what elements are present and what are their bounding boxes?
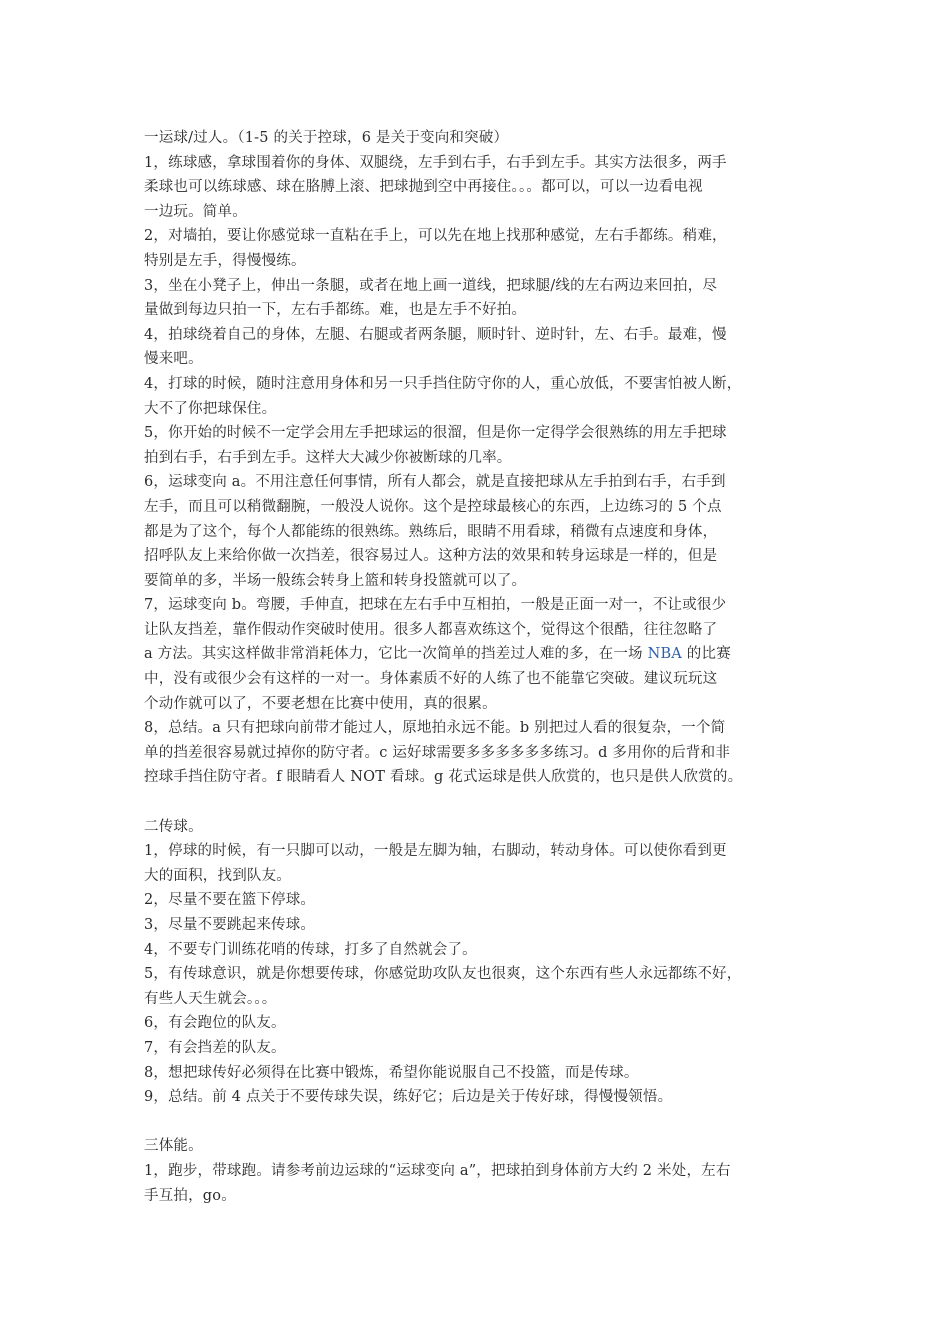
section-title: 二传球。 xyxy=(144,818,203,835)
text-line: 让队友挡差，靠作假动作突破时使用。很多人都喜欢练这个，觉得这个很酷，往往忽略了 xyxy=(144,621,718,638)
text-line: 4，打球的时候，随时注意用身体和另一只手挡住防守你的人，重心放低，不要害怕被人断， xyxy=(144,375,742,392)
text-line: 有些人天生就会。。。 xyxy=(144,990,277,1007)
paragraph xyxy=(144,962,820,1011)
text-line: 左手，而且可以稍微翻腕，一般没人说你。这个是控球最核心的东西，上边练习的 5 个点 xyxy=(144,498,722,515)
text-line: 单的挡差很容易就过掉你的防守者。c 运好球需要多多多多多多练习。d 多用你的后背和非 xyxy=(144,744,731,761)
paragraph xyxy=(144,274,820,323)
text-line: 7，有会挡差的队友。 xyxy=(144,1039,286,1056)
nba-link[interactable]: NBA xyxy=(647,646,682,663)
paragraph xyxy=(144,593,820,716)
text-line: 特别是左手，得慢慢练。 xyxy=(144,252,306,269)
text-line: 9，总结。前 4 点关于不要传球失误，练好它；后边是关于传好球，得慢慢领悟。 xyxy=(144,1089,673,1106)
paragraph xyxy=(144,372,820,421)
text-line: 拍到右手，右手到左手。这样大大减少你被断球的几率。 xyxy=(144,449,512,466)
text-line: 量做到每边只拍一下，左右手都练。难，也是左手不好拍。 xyxy=(144,302,527,319)
paragraph xyxy=(144,1159,820,1208)
paragraph xyxy=(144,224,820,273)
paragraph xyxy=(144,151,820,225)
paragraph xyxy=(144,716,820,790)
text-line: 1，停球的时候，有一只脚可以动，一般是左脚为轴，右脚动，转动身体。可以使你看到更 xyxy=(144,843,727,860)
blank-line xyxy=(144,790,820,815)
paragraph xyxy=(144,470,820,593)
document-body xyxy=(144,126,820,1208)
text-line: 2，尽量不要在篮下停球。 xyxy=(144,892,316,909)
text-line: 6，有会跑位的队友。 xyxy=(144,1015,286,1032)
text-line: 中，没有或很少会有这样的一对一。身体素质不好的人练了也不能靠它突破。建议玩玩这 xyxy=(144,671,718,688)
text-line: 手互拍，go。 xyxy=(144,1187,236,1204)
paragraph xyxy=(144,323,820,372)
section-fitness xyxy=(144,1134,820,1208)
paragraph xyxy=(144,421,820,470)
section-title: 一运球/过人。（1-5 的关于控球，6 是关于变向和突破） xyxy=(144,130,509,146)
text-line: 1，练球感，拿球围着你的身体、双腿绕，左手到右手，右手到左手。其实方法很多，两手 xyxy=(144,154,727,171)
text-line: 6，运球变向 a。不用注意任何事情，所有人都会，就是直接把球从左手拍到右手，右手到 xyxy=(144,474,726,491)
text-line: 3，尽量不要跳起来传球。 xyxy=(144,917,316,933)
text-line: 8，总结。a 只有把球向前带才能过人，原地拍永远不能。b 别把过人看的很复杂，一个简 xyxy=(144,720,726,737)
text-line: 招呼队友上来给你做一次挡差，很容易过人。这种方法的效果和转身运球是一样的，但是 xyxy=(144,548,718,565)
text-line: 2，对墙拍，要让你感觉球一直粘在手上，可以先在地上找那种感觉，左右手都练。稍难， xyxy=(144,228,727,245)
text-line: 要简单的多，半场一般练会转身上篮和转身投篮就可以了。 xyxy=(144,572,527,589)
text-line: 柔球也可以练球感、球在胳膊上滚、把球抛到空中再接住。。。都可以，可以一边看电视 xyxy=(144,179,703,196)
text-line: 控球手挡住防守者。f 眼睛看人 NOT 看球。g 花式运球是供人欣赏的，也只是供人欣赏的。 xyxy=(144,769,743,786)
text-line: 一边玩。简单。 xyxy=(144,203,247,220)
text-line: 8，想把球传好必须得在比赛中锻炼，希望你能说服自己不投篮，而是传球。 xyxy=(144,1064,639,1081)
text-line: 5，有传球意识，就是你想要传球，你感觉助攻队友也很爽，这个东西有些人永远都练不好， xyxy=(144,966,742,983)
blank-line xyxy=(144,1110,820,1135)
section-title: 三体能。 xyxy=(144,1138,203,1155)
section-dribbling xyxy=(144,126,820,790)
section-passing xyxy=(144,815,820,1110)
text-line: 7，运球变向 b。弯腰，手伸直，把球在左右手中互相拍，一般是正面一对一，不让或很少 xyxy=(144,597,727,614)
text-line: 4，拍球绕着自己的身体，左腿、右腿或者两条腿，顺时针、逆时针，左、右手。最难，慢 xyxy=(144,326,727,343)
text-line: 3，坐在小凳子上，伸出一条腿，或者在地上画一道线，把球腿/线的左右两边来回拍，尽 xyxy=(144,277,718,294)
text-line: 慢来吧。 xyxy=(144,351,203,368)
text-line: 个动作就可以了，不要老想在比赛中使用，真的很累。 xyxy=(144,695,497,712)
text-line: 大的面积，找到队友。 xyxy=(144,867,291,884)
text-line-with-nba: a 方法。其实这样做非常消耗体力，它比一次简单的挡差过人难的多，在一场 NBA 的比赛 xyxy=(144,646,731,663)
text-line: 1，跑步，带球跑。请参考前边运球的“运球变向 a”，把球拍到身体前方大约 2 米处，左右 xyxy=(144,1162,731,1179)
text-line: 都是为了这个，每个人都能练的很熟练。熟练后，眼睛不用看球，稍微有点速度和身体， xyxy=(144,523,718,540)
text-line: 5，你开始的时候不一定学会用左手把球运的很溜，但是你一定得学会很熟练的用左手把球 xyxy=(144,425,727,442)
text-line: 4，不要专门训练花哨的传球，打多了自然就会了。 xyxy=(144,941,477,958)
text-line: 大不了你把球保住。 xyxy=(144,400,277,417)
paragraph xyxy=(144,839,820,888)
